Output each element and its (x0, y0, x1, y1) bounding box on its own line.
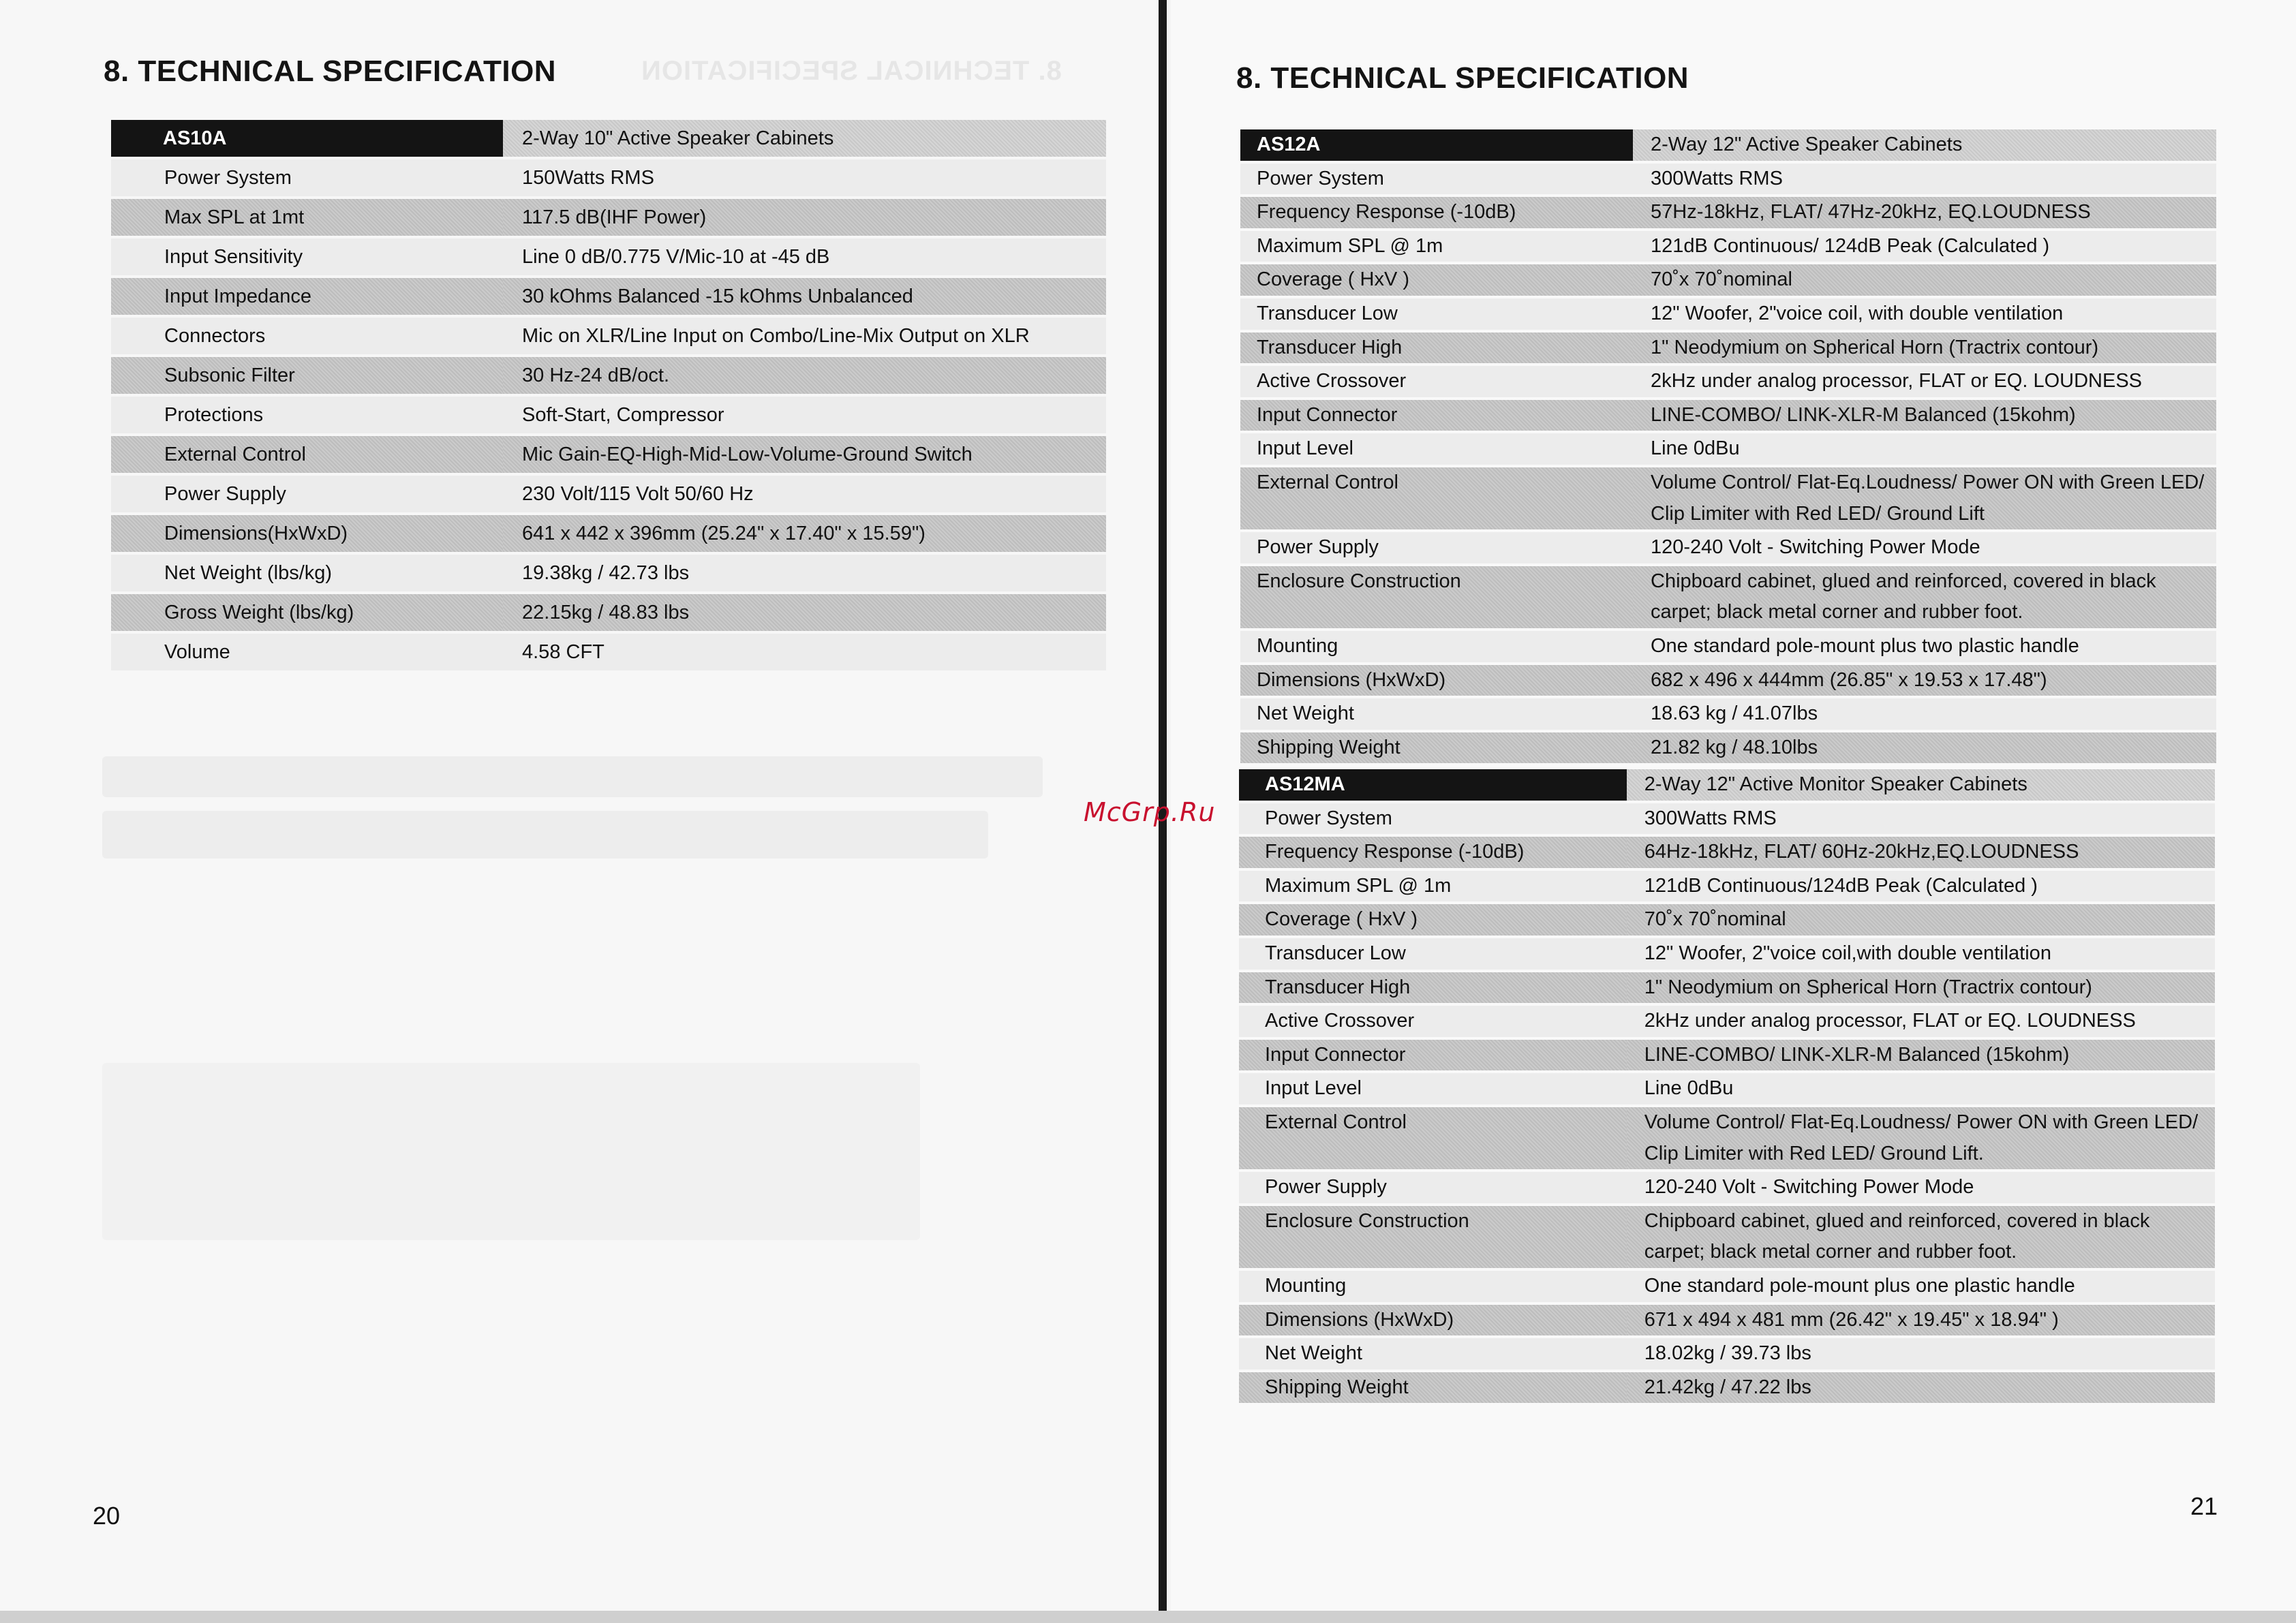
table-row (1239, 803, 2215, 835)
spec-label: Mounting (1239, 1271, 1627, 1302)
spec-value: 120-240 Volt - Switching Power Mode (1633, 532, 2216, 563)
spec-value: Soft-Start, Compressor (503, 397, 1106, 433)
spec-value: 121dB Continuous/124dB Peak (Calculated ) (1627, 871, 2215, 902)
spec-table-as12ma (1239, 767, 2215, 1406)
spec-value: One standard pole-mount plus two plastic handle (1633, 631, 2216, 662)
spec-value: 18.63 kg / 41.07lbs (1633, 698, 2216, 730)
spec-value: Line 0dBu (1627, 1073, 2215, 1104)
spec-label: Maximum SPL @ 1m (1239, 871, 1627, 902)
spec-label: External Control (1239, 1107, 1627, 1169)
spec-label: External Control (1240, 467, 1633, 529)
table-header-row (111, 120, 1106, 157)
spec-label: Max SPL at 1mt (111, 199, 503, 236)
spec-value: 1" Neodymium on Spherical Horn (Tractrix contour) (1633, 333, 2216, 364)
spec-label: Active Crossover (1240, 366, 1633, 397)
spec-label: Power System (1239, 803, 1627, 835)
table-row (1240, 631, 2216, 662)
table-row (1239, 1006, 2215, 1037)
bleed-through-shadow (102, 811, 988, 859)
spec-label: Coverage ( HxV ) (1239, 904, 1627, 936)
table-row (1239, 1372, 2215, 1404)
spec-value: 120-240 Volt - Switching Power Mode (1627, 1172, 2215, 1203)
spec-value: 671 x 494 x 481 mm (26.42" x 19.45" x 18.94" ) (1627, 1305, 2215, 1336)
spec-value: Volume Control/ Flat-Eq.Loudness/ Power ON with Green LED/ Clip Limiter with Red LED/ Ground Lift. (1627, 1107, 2215, 1169)
page-title: 8. TECHNICAL SPECIFICATION (1236, 61, 1689, 95)
model-description: 2-Way 10" Active Speaker Cabinets (503, 120, 1106, 157)
model-description: 2-Way 12" Active Speaker Cabinets (1633, 129, 2216, 161)
spec-label: Input Sensitivity (111, 238, 503, 275)
spec-label: Input Connector (1240, 400, 1633, 431)
spec-value: Volume Control/ Flat-Eq.Loudness/ Power ON with Green LED/ Clip Limiter with Red LED/ Ground Lift (1633, 467, 2216, 529)
table-row (111, 594, 1106, 631)
spec-table-as12a (1240, 127, 2216, 766)
table-row (1240, 366, 2216, 397)
table-row (1239, 1338, 2215, 1370)
table-row (1239, 1073, 2215, 1104)
spec-value: Mic Gain-EQ-High-Mid-Low-Volume-Ground Switch (503, 436, 1106, 473)
spec-label: Input Level (1239, 1073, 1627, 1104)
spec-value: One standard pole-mount plus one plastic handle (1627, 1271, 2215, 1302)
spec-label: Dimensions (HxWxD) (1239, 1305, 1627, 1336)
table-row (1239, 1107, 2215, 1169)
spec-label: Input Level (1240, 433, 1633, 465)
spec-value: 30 Hz-24 dB/oct. (503, 357, 1106, 394)
table-row (111, 634, 1106, 670)
spec-label: Net Weight (1240, 698, 1633, 730)
scan-edge (0, 1611, 2296, 1623)
spec-label: Power Supply (1239, 1172, 1627, 1203)
spec-value: 2kHz under analog processor, FLAT or EQ. LOUDNESS (1627, 1006, 2215, 1037)
spec-label: Transducer Low (1240, 298, 1633, 330)
table-row (1239, 1305, 2215, 1336)
spec-label: Transducer Low (1239, 938, 1627, 970)
spec-label: Dimensions(HxWxD) (111, 515, 503, 552)
table-row (111, 476, 1106, 512)
table-row (1240, 532, 2216, 563)
spec-label: Enclosure Construction (1239, 1206, 1627, 1268)
table-row (111, 357, 1106, 394)
spec-table-as10a (111, 117, 1106, 673)
table-row (1239, 1271, 2215, 1302)
table-row (111, 318, 1106, 354)
bleed-through-shadow (102, 1063, 920, 1240)
spec-value: 2kHz under analog processor, FLAT or EQ. LOUDNESS (1633, 366, 2216, 397)
spec-label: Input Impedance (111, 278, 503, 315)
table-row (1240, 333, 2216, 364)
spec-value: 21.42kg / 47.22 lbs (1627, 1372, 2215, 1404)
table-row (1240, 566, 2216, 628)
table-row (1239, 871, 2215, 902)
spec-value: 121dB Continuous/ 124dB Peak (Calculated ) (1633, 231, 2216, 262)
spec-label: Maximum SPL @ 1m (1240, 231, 1633, 262)
spec-value: 21.82 kg / 48.10lbs (1633, 732, 2216, 764)
table-row (1240, 698, 2216, 730)
model-name: AS10A (111, 120, 503, 157)
model-name: AS12MA (1239, 769, 1627, 801)
table-row (111, 199, 1106, 236)
spec-value: 300Watts RMS (1633, 164, 2216, 195)
table-row (1239, 972, 2215, 1004)
page-number: 20 (93, 1502, 121, 1530)
spec-label: Coverage ( HxV ) (1240, 264, 1633, 296)
spec-value: 4.58 CFT (503, 634, 1106, 670)
spec-value: 70˚x 70˚nominal (1633, 264, 2216, 296)
spec-value: Chipboard cabinet, glued and reinforced, covered in black carpet; black metal corner and rubber foot. (1627, 1206, 2215, 1268)
spec-label: Transducer High (1240, 333, 1633, 364)
spec-label: Power Supply (1240, 532, 1633, 563)
spec-label: Mounting (1240, 631, 1633, 662)
table-row (1239, 938, 2215, 970)
spec-value: Chipboard cabinet, glued and reinforced, covered in black carpet; black metal corner and rubber foot. (1633, 566, 2216, 628)
table-row (111, 515, 1106, 552)
spec-value: 64Hz-18kHz, FLAT/ 60Hz-20kHz,EQ.LOUDNESS (1627, 837, 2215, 868)
spec-label: Connectors (111, 318, 503, 354)
spec-label: Frequency Response (-10dB) (1240, 197, 1633, 228)
spec-value: 22.15kg / 48.83 lbs (503, 594, 1106, 631)
spec-value: 12" Woofer, 2"voice coil, with double ventilation (1633, 298, 2216, 330)
spec-label: Net Weight (lbs/kg) (111, 555, 503, 591)
spec-value: Mic on XLR/Line Input on Combo/Line-Mix Output on XLR (503, 318, 1106, 354)
bleed-through-shadow (102, 756, 1043, 797)
spec-value: 30 kOhms Balanced -15 kOhms Unbalanced (503, 278, 1106, 315)
bleed-through-text: 8. TECHNICAL SPECIFICATION (641, 56, 1062, 86)
spec-value: LINE-COMBO/ LINK-XLR-M Balanced (15kohm) (1633, 400, 2216, 431)
table-row (1240, 467, 2216, 529)
table-row (1240, 231, 2216, 262)
table-row (111, 278, 1106, 315)
table-row (1240, 665, 2216, 696)
model-description: 2-Way 12" Active Monitor Speaker Cabinets (1627, 769, 2215, 801)
table-row (111, 436, 1106, 473)
table-row (1240, 164, 2216, 195)
spec-label: Enclosure Construction (1240, 566, 1633, 628)
spec-label: Net Weight (1239, 1338, 1627, 1370)
table-header-row (1239, 769, 2215, 801)
spec-value: 150Watts RMS (503, 159, 1106, 196)
spec-label: Input Connector (1239, 1040, 1627, 1071)
spec-value: 641 x 442 x 396mm (25.24" x 17.40" x 15.59") (503, 515, 1106, 552)
table-row (111, 159, 1106, 196)
table-row (1240, 732, 2216, 764)
table-row (1239, 1172, 2215, 1203)
spec-label: Frequency Response (-10dB) (1239, 837, 1627, 868)
table-row (1240, 298, 2216, 330)
spec-value: LINE-COMBO/ LINK-XLR-M Balanced (15kohm) (1627, 1040, 2215, 1071)
table-row (111, 238, 1106, 275)
spec-value: 300Watts RMS (1627, 803, 2215, 835)
spec-value: 682 x 496 x 444mm (26.85" x 19.53 x 17.48") (1633, 665, 2216, 696)
spec-label: Subsonic Filter (111, 357, 503, 394)
spec-label: Volume (111, 634, 503, 670)
table-row (1240, 433, 2216, 465)
table-row (1240, 400, 2216, 431)
table-row (1240, 197, 2216, 228)
spec-value: Line 0 dB/0.775 V/Mic-10 at -45 dB (503, 238, 1106, 275)
spec-label: Shipping Weight (1239, 1372, 1627, 1404)
spec-value: 70˚x 70˚nominal (1627, 904, 2215, 936)
spec-value: 1" Neodymium on Spherical Horn (Tractrix contour) (1627, 972, 2215, 1004)
spec-label: Transducer High (1239, 972, 1627, 1004)
table-header-row (1240, 129, 2216, 161)
table-row (111, 397, 1106, 433)
spec-label: Power System (1240, 164, 1633, 195)
watermark: McGrp.Ru (1084, 797, 1216, 827)
spec-value: 57Hz-18kHz, FLAT/ 47Hz-20kHz, EQ.LOUDNESS (1633, 197, 2216, 228)
spec-value: 18.02kg / 39.73 lbs (1627, 1338, 2215, 1370)
spec-value: Line 0dBu (1633, 433, 2216, 465)
table-row (1239, 1040, 2215, 1071)
spec-label: Active Crossover (1239, 1006, 1627, 1037)
spec-label: Protections (111, 397, 503, 433)
spec-value: 230 Volt/115 Volt 50/60 Hz (503, 476, 1106, 512)
spec-label: Dimensions (HxWxD) (1240, 665, 1633, 696)
spec-value: 117.5 dB(IHF Power) (503, 199, 1106, 236)
spec-label: Power System (111, 159, 503, 196)
table-row (1239, 1206, 2215, 1268)
table-row (1240, 264, 2216, 296)
spec-label: Gross Weight (lbs/kg) (111, 594, 503, 631)
model-name: AS12A (1240, 129, 1633, 161)
table-row (111, 555, 1106, 591)
table-row (1239, 837, 2215, 868)
spec-value: 19.38kg / 42.73 lbs (503, 555, 1106, 591)
spec-label: Power Supply (111, 476, 503, 512)
table-row (1239, 904, 2215, 936)
spec-value: 12" Woofer, 2"voice coil,with double ventilation (1627, 938, 2215, 970)
spec-label: External Control (111, 436, 503, 473)
spec-label: Shipping Weight (1240, 732, 1633, 764)
page-number: 21 (2190, 1492, 2218, 1520)
page-title: 8. TECHNICAL SPECIFICATION (104, 55, 557, 88)
